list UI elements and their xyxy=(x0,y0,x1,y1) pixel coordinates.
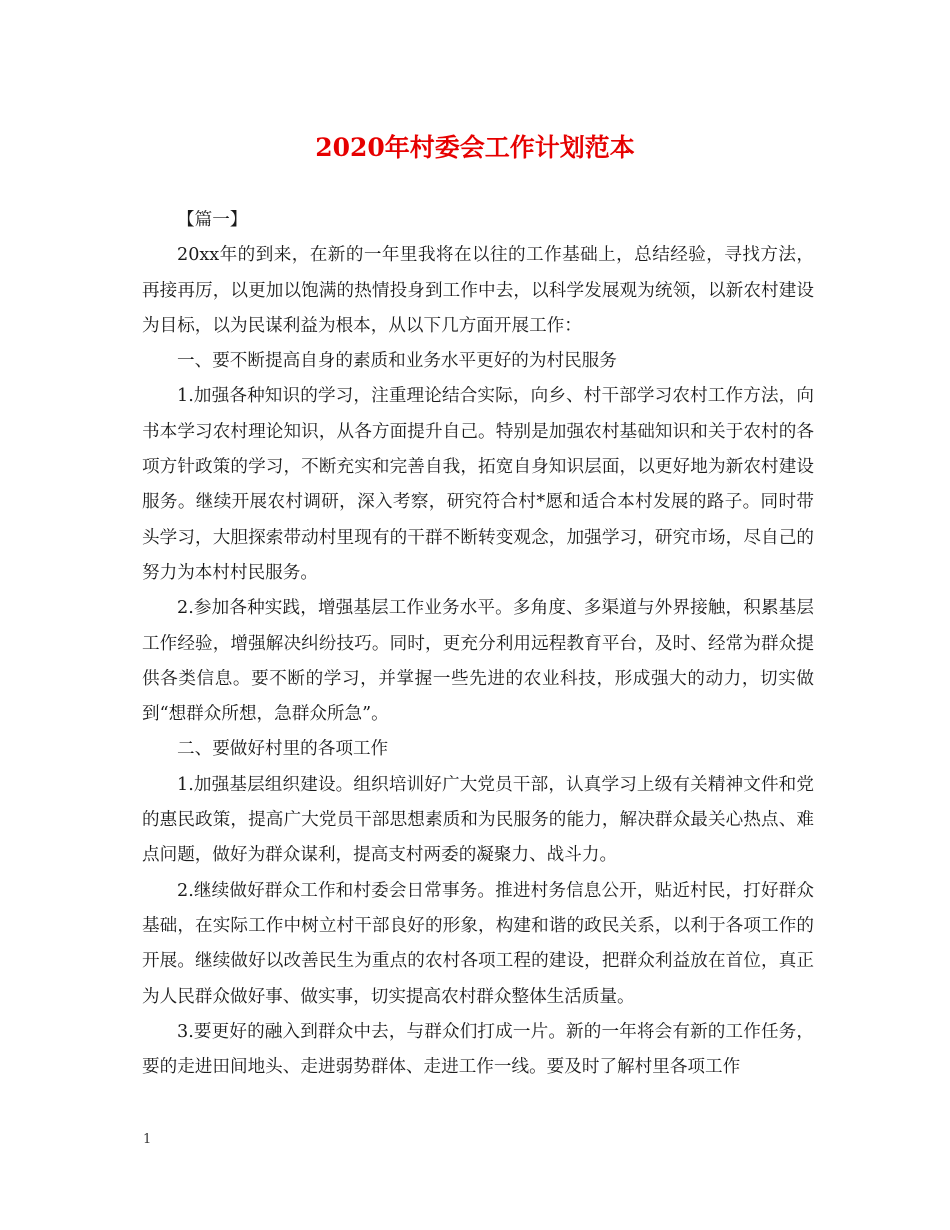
document-body xyxy=(142,203,814,1085)
section-label: 【篇一】 xyxy=(177,210,248,230)
page-number: 1 xyxy=(143,1132,152,1147)
paragraph-2-2: 2.继续做好群众工作和村委会日常事务。推进村务信息公开，贴近村民，打好群众基础，在实际工作中树立村干部良好的形象，构建和谐的政民关系，以利于各项工作的开展。继续做好以改善民生为重点的农村各项工程的建设，把群众利益放在首位，真正为人民群众做好事、做实事，切实提高农村群众整体生活质量。 xyxy=(142,880,814,1007)
document-title: 2020年村委会工作计划范本 xyxy=(315,133,635,162)
paragraph-2-3: 3.要更好的融入到群众中去，与群众们打成一片。新的一年将会有新的工作任务，要的走进田间地头、走进弱势群体、走进工作一线。要及时了解村里各项工作 xyxy=(142,1021,814,1078)
heading-one: 一、要不断提高自身的素质和业务水平更好的为村民服务 xyxy=(177,351,617,372)
heading-two: 二、要做好村里的各项工作 xyxy=(177,739,389,760)
paragraph-2-1: 1.加强基层组织建设。组织培训好广大党员干部，认真学习上级有关精神文件和党的惠民政策，提高广大党员干部思想素质和为民服务的能力，解决群众最关心热点、难点问题，做好为群众谋利，提高支村两委的凝聚力、战斗力。 xyxy=(142,774,814,866)
paragraph-1-2: 2.参加各种实践，增强基层工作业务水平。多角度、多渠道与外界接触，积累基层工作经验，增强解决纠纷技巧。同时，更充分利用远程教育平台，及时、经常为群众提供各类信息。要不断的学习，并掌握一些先进的农业科技，形成强大的动力，切实做到“想群众所想，急群众所急”。 xyxy=(142,598,814,725)
intro-paragraph: 20xx年的到来，在新的一年里我将在以往的工作基础上，总结经验，寻找方法，再接再厉，以更加以饱满的热情投身到工作中去，以科学发展观为统领，以新农村建设为目标，以为民谋利益为根本，从以下几方面开展工作： xyxy=(142,245,814,336)
paragraph-1-1: 1.加强各种知识的学习，注重理论结合实际，向乡、村干部学习农村工作方法，向书本学习农村理论知识，从各方面提升自己。特别是加强农村基础知识和关于农村的各项方针政策的学习，不断充实和完善自我，拓宽自身知识层面，以更好地为新农村建设服务。继续开展农村调研，深入考察，研究符合村*愿和适合本村发展的路子。同时带头学习，大胆探索带动村里现有的干群不断转变观念，加强学习，研究市场，尽自己的努力为本村村民服务。 xyxy=(142,386,814,583)
